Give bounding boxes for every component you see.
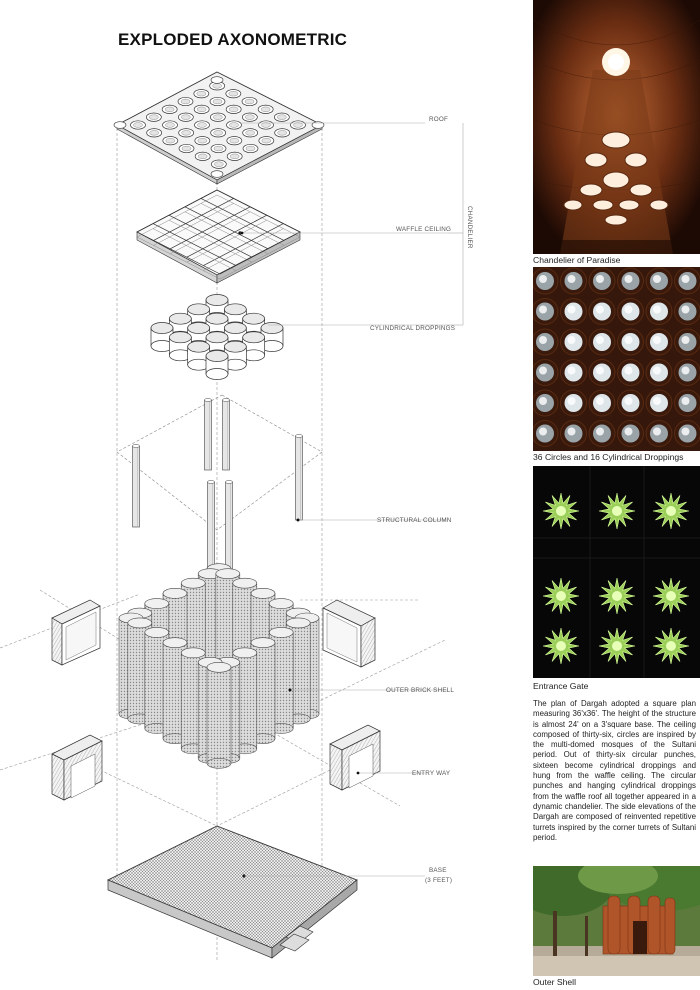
photo-outer-shell bbox=[533, 866, 700, 976]
label-waffle-ceiling: WAFFLE CEILING bbox=[396, 226, 452, 233]
label-base-note: (3 FEET) bbox=[425, 877, 453, 884]
caption-entrance-gate: Entrance Gate bbox=[533, 681, 589, 691]
photo-circles-and-droppings bbox=[533, 267, 700, 451]
label-roof: ROOF bbox=[429, 116, 448, 123]
label-entry-way: ENTRY WAY bbox=[412, 770, 451, 777]
waffle-ceiling-layer bbox=[137, 190, 300, 283]
shell-side-box-right bbox=[323, 600, 375, 667]
structural-column bbox=[223, 398, 230, 470]
label-cylindrical-droppings: CYLINDRICAL DROPPINGS bbox=[370, 325, 456, 332]
brick-turret-shell bbox=[119, 564, 319, 769]
structural-column bbox=[296, 434, 303, 520]
page-title: EXPLODED AXONOMETRIC bbox=[118, 30, 348, 49]
entry-gate-right bbox=[330, 725, 380, 790]
structural-column bbox=[208, 480, 215, 573]
photo-chandelier-of-paradise bbox=[533, 0, 700, 254]
project-description: The plan of Dargah adopted a square plan measuring 36'x36'. The height of the structure is almost 24' on a 3'square base. The ceiling composed of thirty-six, circles are inspired by the multi-domed mosques of the Sultani period. Out of thirty-six circular punches, sixteen become cylindrical droppings and hung from the waffle ceiling. The circular punches and hanging cylindrical droppings from the waffle roof all together appeared in a dynamic chandelier. The side elevations of the Dargah are composed of reinvented repetitive turrets inspired by the corner turrets of Sultani period. bbox=[533, 699, 696, 842]
entry-gate-left bbox=[52, 735, 102, 800]
label-base: BASE bbox=[429, 867, 447, 874]
caption-circles-and-droppings: 36 Circles and 16 Cylindrical Droppings bbox=[533, 452, 684, 462]
roof-layer bbox=[114, 72, 324, 184]
caption-outer-shell: Outer Shell bbox=[533, 977, 576, 987]
caption-chandelier-of-paradise: Chandelier of Paradise bbox=[533, 255, 621, 265]
cylindrical-droppings-layer bbox=[151, 295, 283, 380]
label-chandelier: CHANDELIER bbox=[466, 206, 473, 249]
structural-column bbox=[226, 480, 233, 573]
brick-turret bbox=[207, 662, 231, 768]
structural-column bbox=[133, 444, 140, 527]
label-outer-brick-shell: OUTER BRICK SHELL bbox=[386, 687, 455, 694]
structural-column-layer bbox=[117, 395, 322, 573]
shell-side-box-left bbox=[52, 600, 100, 665]
base-layer bbox=[108, 826, 357, 958]
label-structural-column: STRUCTURAL COLUMN bbox=[377, 517, 452, 524]
photo-entrance-gate bbox=[533, 466, 700, 678]
structural-column bbox=[205, 398, 212, 470]
cylindrical-dropping bbox=[206, 351, 228, 380]
